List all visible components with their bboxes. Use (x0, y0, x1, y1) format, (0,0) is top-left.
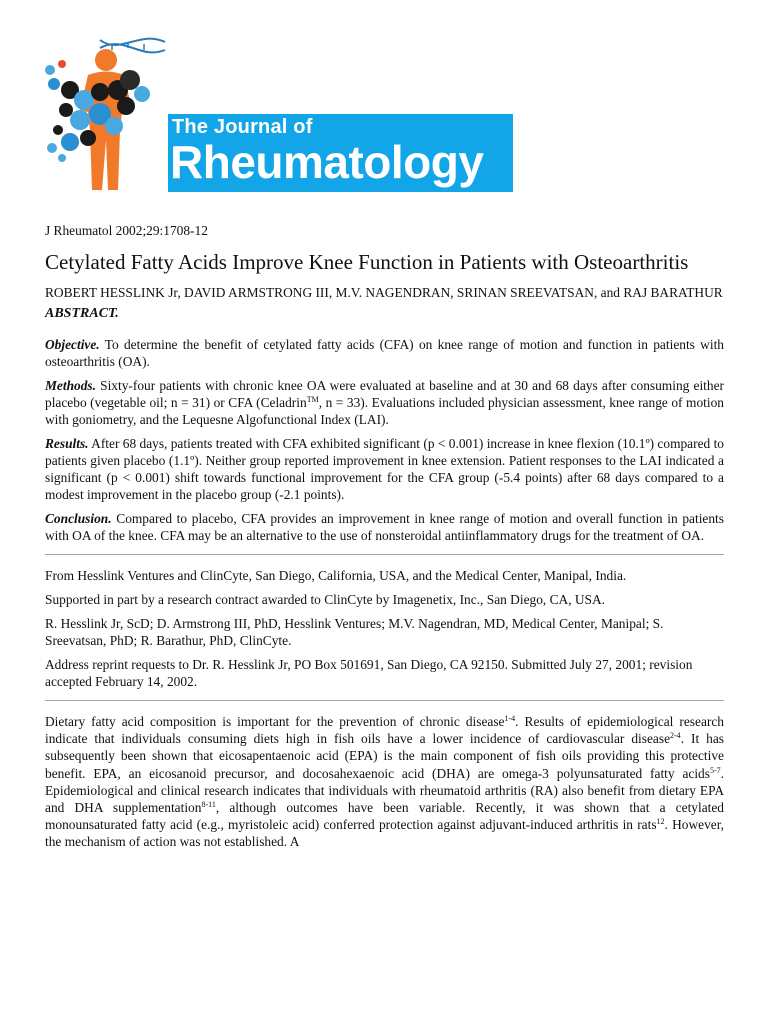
journal-title-banner (168, 114, 513, 192)
reference-mark: 12 (656, 817, 665, 827)
reference-mark: 5-7 (709, 765, 721, 775)
abstract-objective (45, 336, 724, 370)
citation: J Rheumatol 2002;29:1708-12 (45, 223, 208, 238)
article-content (45, 222, 724, 851)
abstract-heading: ABSTRACT. (45, 306, 119, 321)
objective-text: To determine the benefit of cetylated fatty acids (CFA) on knee range of motion and function in patients with osteoarthritis (OA). (45, 337, 724, 369)
results-label: Results. (45, 436, 89, 451)
reference-mark: 8-11 (201, 800, 216, 810)
methods-text-1: Sixty-four patients with chronic knee OA were evaluated at baseline and at 30 and 68 days after consuming either placebo (vegetable oil; n = 31) or CFA (Celadrin (45, 378, 724, 410)
conclusion-label: Conclusion. (45, 511, 112, 526)
methods-text-2: , n = 33). Evaluations included physician assessment, knee range of motion with goniometry, and the Lequesne Algofunctional Index (LAI). (45, 395, 724, 427)
body-text-segment: Dietary fatty acid composition is important for the prevention of chronic disease (45, 714, 505, 729)
divider (45, 700, 724, 701)
reference-mark: 1-4 (504, 714, 516, 723)
abstract-results (45, 435, 724, 503)
body-paragraph (45, 713, 724, 851)
affiliation-line: From Hesslink Ventures and ClinCyte, San Diego, California, USA, and the Medical Center, Manipal, India. (45, 568, 627, 583)
body-text-segment: . It has subsequently been shown that eicosapentaenoic acid (EPA) is the main component of fish oils providing this protective benefit. EPA, an eicosanoid precursor, and docosahexaenoic acid (DHA) are omega-3 polyunsaturated fatty acids (45, 731, 724, 781)
body-text-segment: . Epidemiological and clinical research indicates that individuals with rheumatoid arthritis (RA) also benefit from dietary EPA and DHA supplementation (45, 765, 724, 816)
author-list: ROBERT HESSLINK Jr, DAVID ARMSTRONG III, M.V. NAGENDRAN, SRINAN SREEVATSAN, and RAJ BARATHUR (45, 285, 723, 300)
conclusion-text: Compared to placebo, CFA provides an improvement in knee range of motion and overall function in patients with OA of the knee. CFA may be an alternative to the use of nonsteroidal antiinflammatory drugs for the treatment of OA. (45, 511, 724, 543)
abstract-conclusion (45, 510, 724, 544)
results-text: After 68 days, patients treated with CFA exhibited significant (p < 0.001) increase in knee flexion (10.1º) compared to patients given placebo (1.1º). Neither group reported improvement in knee extension. Patient responses to the LAI indicated a significant (p < 0.001) shift towards functional improvement for the CFA group (-5.4 points) after 68 days compared to a modest improvement in the placebo group (-2.1 points). (45, 436, 724, 502)
body-text-segment: . Results of epidemiological research indicate that individuals consuming diets high in fish oils have a lower incidence of cardiovascular disease (45, 714, 725, 747)
abstract-methods (45, 377, 724, 428)
article-title: Cetylated Fatty Acids Improve Knee Function in Patients with Osteoarthritis (45, 250, 689, 274)
methods-label: Methods. (45, 378, 96, 393)
journal-logo-icon (40, 30, 170, 200)
funding-line: Supported in part by a research contract awarded to ClinCyte by Imagenetix, Inc., San Diego, CA, USA. (45, 592, 606, 607)
body-text-segment: , although outcomes have been variable. Recently, it was shown that a cetylated monounsaturated fatty acid (e.g., myristoleic acid) conferred protection against adjuvant-induced arthritis in rats (45, 800, 725, 833)
author-credentials: R. Hesslink Jr, ScD; D. Armstrong III, PhD, Hesslink Ventures; M.V. Nagendran, MD, Medical Center, Manipal; S. Sreevatsan, PhD; R. Barathur, PhD, ClinCyte. (45, 616, 664, 648)
body-text-segment: . However, the mechanism of action was not established. A (45, 817, 724, 850)
divider (45, 554, 724, 555)
trademark-mark: TM (306, 395, 319, 404)
journal-title-small: The Journal of (172, 116, 313, 138)
reference-mark: 2-4 (670, 731, 681, 741)
objective-label: Objective. (45, 337, 100, 352)
reprint-address: Address reprint requests to Dr. R. Hesslink Jr, PO Box 501691, San Diego, CA 92150. Submitted July 27, 2001; revision accepted February 14, 2002. (45, 657, 693, 689)
journal-title-large: Rheumatology (170, 136, 484, 188)
